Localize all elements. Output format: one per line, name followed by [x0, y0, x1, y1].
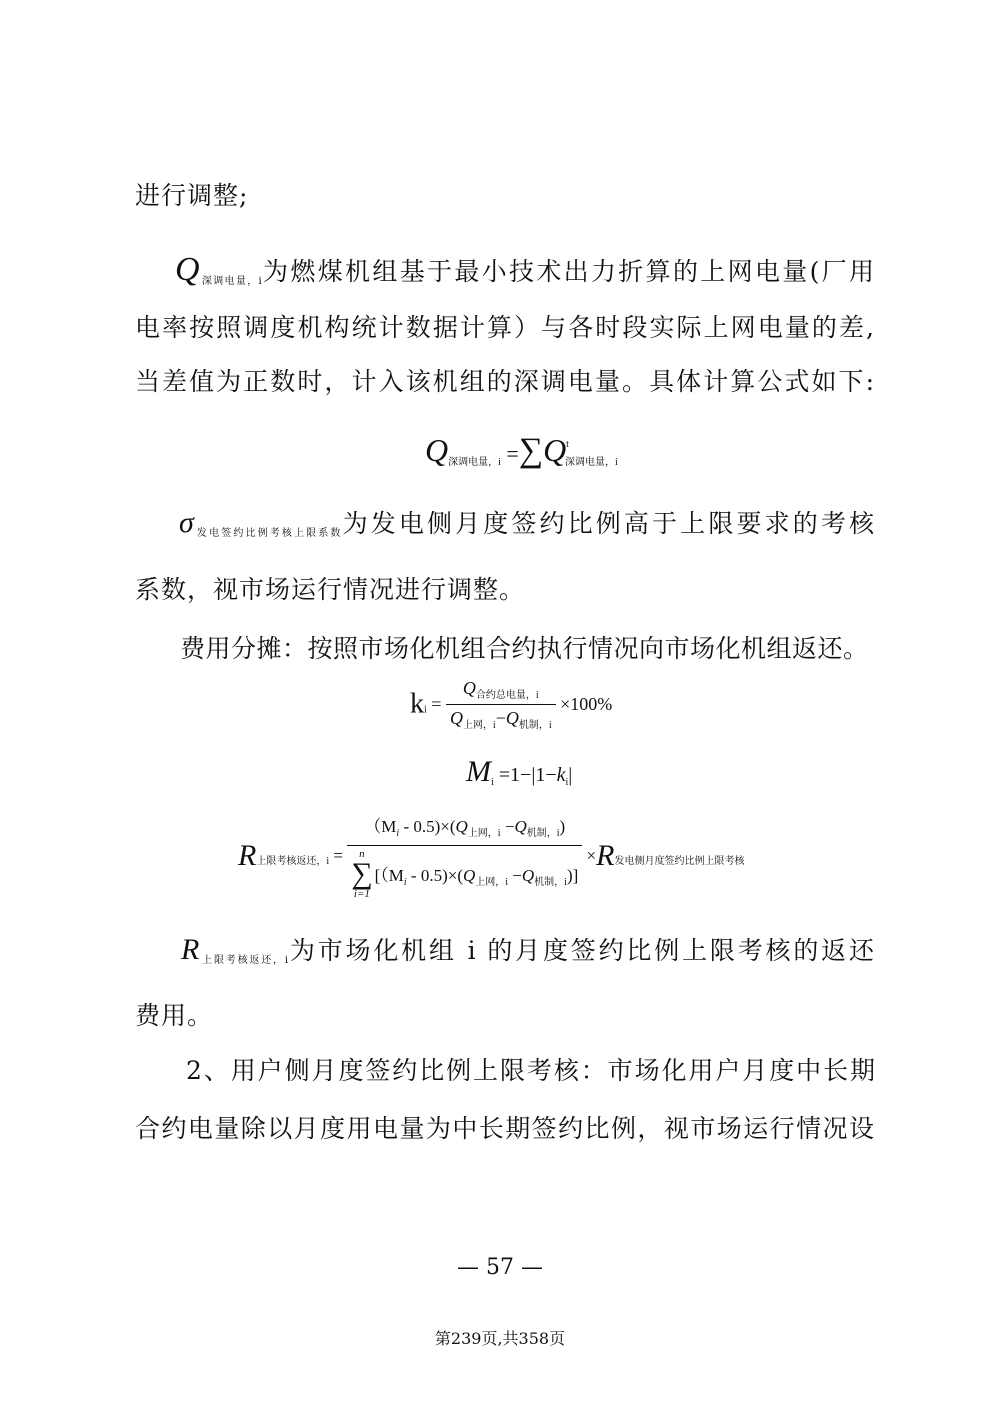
- formula1-rhs-sub: 深调电量，i: [564, 457, 618, 468]
- para5-line1: 2、用户侧月度签约比例上限考核：市场化用户月度中长期: [186, 1056, 876, 1085]
- formula3-lhs: M: [466, 755, 491, 788]
- formula1-equals: =: [506, 441, 519, 466]
- formula-k: $k_i$ = $\frac{Q_{合约总电量,i}}{Q_{上网,i}-Q_{机制,i}}$ ×100%: [410, 678, 613, 731]
- formula4-num-minus: −: [500, 817, 515, 836]
- formula2-fraction: [446, 678, 556, 731]
- page-number: — 57 —: [457, 1255, 543, 1280]
- symbol-sigma: σ: [179, 506, 195, 539]
- para2-line2: 系数，视市场运行情况进行调整。: [135, 575, 526, 604]
- symbol-r: R: [181, 933, 201, 966]
- text-line-1: 进行调整;: [135, 181, 249, 210]
- formula1-sum: ∑: [518, 432, 544, 469]
- symbol-q-subscript: 深调电量，i: [200, 276, 262, 287]
- formula2-den-q1: Q: [449, 708, 463, 728]
- formula4-den-q1: Q: [462, 865, 476, 885]
- formula4-lhs: R: [238, 839, 257, 872]
- formula2-lhs-sub: i: [424, 704, 427, 716]
- formula-deep-adjust: [425, 432, 618, 470]
- formula2-tail: ×100%: [560, 694, 613, 714]
- para1-line3: 当差值为正数时，计入该机组的深调电量。具体计算公式如下:: [135, 367, 875, 396]
- formula3-rhs: =1−|1−: [498, 764, 557, 786]
- formula4-sum-symbol: ∑: [351, 857, 373, 890]
- formula4-den-open: [（M: [374, 865, 404, 885]
- symbol-r-subscript: 上限考核返还，i: [200, 955, 289, 966]
- formula3-k: k: [556, 764, 566, 786]
- formula4-den-close: )]: [566, 865, 579, 885]
- formula4-num-i: i: [396, 828, 400, 839]
- formula4-den-mid: - 0.5)×(: [406, 865, 463, 885]
- formula1-rhs-sup: t: [566, 439, 569, 450]
- formula4-den-i: i: [403, 876, 407, 888]
- formula4-num-q1: Q: [455, 817, 468, 836]
- para4-line2: 费用。: [135, 1001, 214, 1030]
- formula3-close: |: [568, 764, 573, 786]
- para1-line2: 电率按照调度机构统计数据计算）与各时段实际上网电量的差,: [135, 313, 875, 342]
- formula1-lhs-sub: 深调电量，i: [448, 457, 501, 468]
- formula1-lhs: Q: [425, 432, 449, 468]
- formula4-equals: =: [333, 846, 343, 865]
- formula2-den-sub2: 机制，i: [518, 720, 552, 731]
- formula-r: [238, 812, 744, 900]
- para4-text1: 为市场化机组 i 的月度签约比例上限考核的返还: [288, 936, 875, 965]
- formula4-sum-bottom: i=1: [353, 888, 370, 900]
- para2-line1: [135, 505, 875, 552]
- formula1-rhs: Q: [543, 432, 567, 468]
- formula4-sum-top: n: [359, 848, 365, 860]
- formula4-summation: [351, 848, 372, 900]
- para2-text1: 为发电侧月度签约比例高于上限要求的考核: [342, 509, 875, 538]
- formula2-num-sub: 合约总电量，i: [475, 690, 539, 701]
- formula4-num-q2: Q: [514, 817, 527, 836]
- page-count: 第239页,共358页: [434, 1329, 566, 1348]
- para5-line2: 合约电量除以月度用电量为中长期签约比例，视市场运行情况设: [135, 1114, 875, 1143]
- para1-line1: [135, 252, 875, 300]
- formula4-times: ×: [586, 846, 597, 865]
- formula4-den-sub1: 上网，i: [475, 876, 509, 888]
- formula4-den-minus: −: [508, 865, 522, 885]
- formula3-k-sub: i: [565, 777, 569, 788]
- symbol-sigma-subscript: 发电签约比例考核上限系数: [194, 528, 343, 539]
- formula2-den-sub1: 上网，i: [462, 720, 496, 731]
- formula-m: [466, 755, 572, 789]
- para3-line: 费用分摊：按照市场化机组合约执行情况向市场化机组返还。: [180, 634, 869, 663]
- formula4-den-sub2: 机制，i: [534, 876, 567, 888]
- formula4-rhs: R: [596, 839, 615, 872]
- formula4-fraction: [347, 812, 582, 900]
- formula2-den-q2: Q: [505, 708, 519, 728]
- formula4-num-sub1: 上网，i: [467, 828, 501, 839]
- formula2-lhs: k: [410, 688, 424, 720]
- formula4-den-q2: Q: [521, 865, 535, 885]
- formula3-lhs-sub: i: [491, 777, 494, 788]
- formula4-num-sub2: 机制，i: [526, 828, 560, 839]
- formula4-lhs-sub: 上限考核返还，i: [256, 855, 330, 867]
- para1-text1: 为燃煤机组基于最小技术出力折算的上网电量(厂用: [261, 257, 875, 286]
- para4-line1: [135, 932, 875, 979]
- formula4-num-close: ): [559, 817, 566, 836]
- formula2-den-minus: −: [495, 708, 506, 728]
- formula2-num-q: Q: [462, 678, 476, 698]
- formula4-rhs-sub: 发电侧月度签约比例上限考核: [614, 855, 745, 867]
- formula4-num-mid: - 0.5)×(: [399, 817, 456, 836]
- formula4-num-open: （M: [364, 817, 397, 836]
- symbol-q: Q: [175, 251, 201, 288]
